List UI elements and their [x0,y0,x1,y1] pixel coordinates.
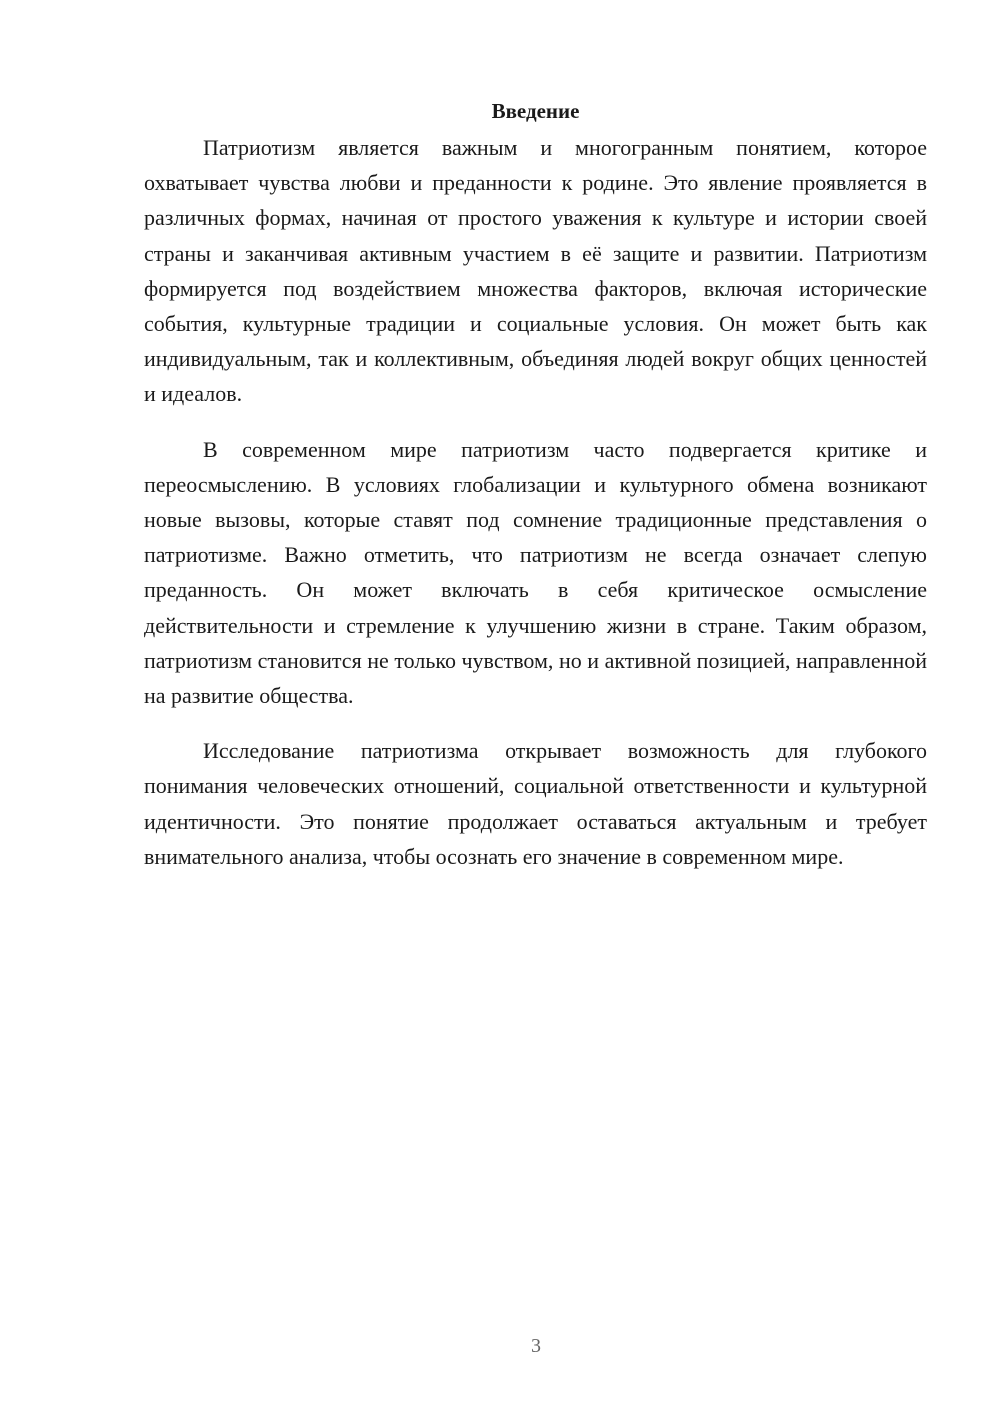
paragraph-2: В современном мире патриотизм часто подвергается критике и переосмыслению. В условиях глобализации и культурного обмена возникают новые вызовы, которые ставят под сомнение традиционные представления о патриотизме. Важно отметить, что патриотизм не всегда означает слепую преданность. Он может включать в себя критическое осмысление действительности и стремление к улучшению жизни в стране. Таким образом, патриотизм становится не только чувством, но и активной позицией, направленной на развитие общества. [144,436,927,709]
page-number: 3 [531,1335,541,1357]
page-content [144,96,927,894]
paragraph-3: Исследование патриотизма открывает возможность для глубокого понимания человеческих отношений, социальной ответственности и культурной идентичности. Это понятие продолжает оставаться актуальным и требует внимательного анализа, чтобы осознать его значение в современном мире. [144,738,927,869]
paragraph-1: Патриотизм является важным и многогранным понятием, которое охватывает чувства любви и преданности к родине. Это явление проявляется в различных формах, начиная от простого уважения к культуре и истории своей страны и заканчивая активным участием в её защите и развитии. Патриотизм формируется под воздействием множества факторов, включая исторические события, культурные традиции и социальные условия. Он может быть как индивидуальным, так и коллективным, объединяя людей вокруг общих ценностей и идеалов. [144,135,927,407]
section-heading: Введение [491,99,580,123]
